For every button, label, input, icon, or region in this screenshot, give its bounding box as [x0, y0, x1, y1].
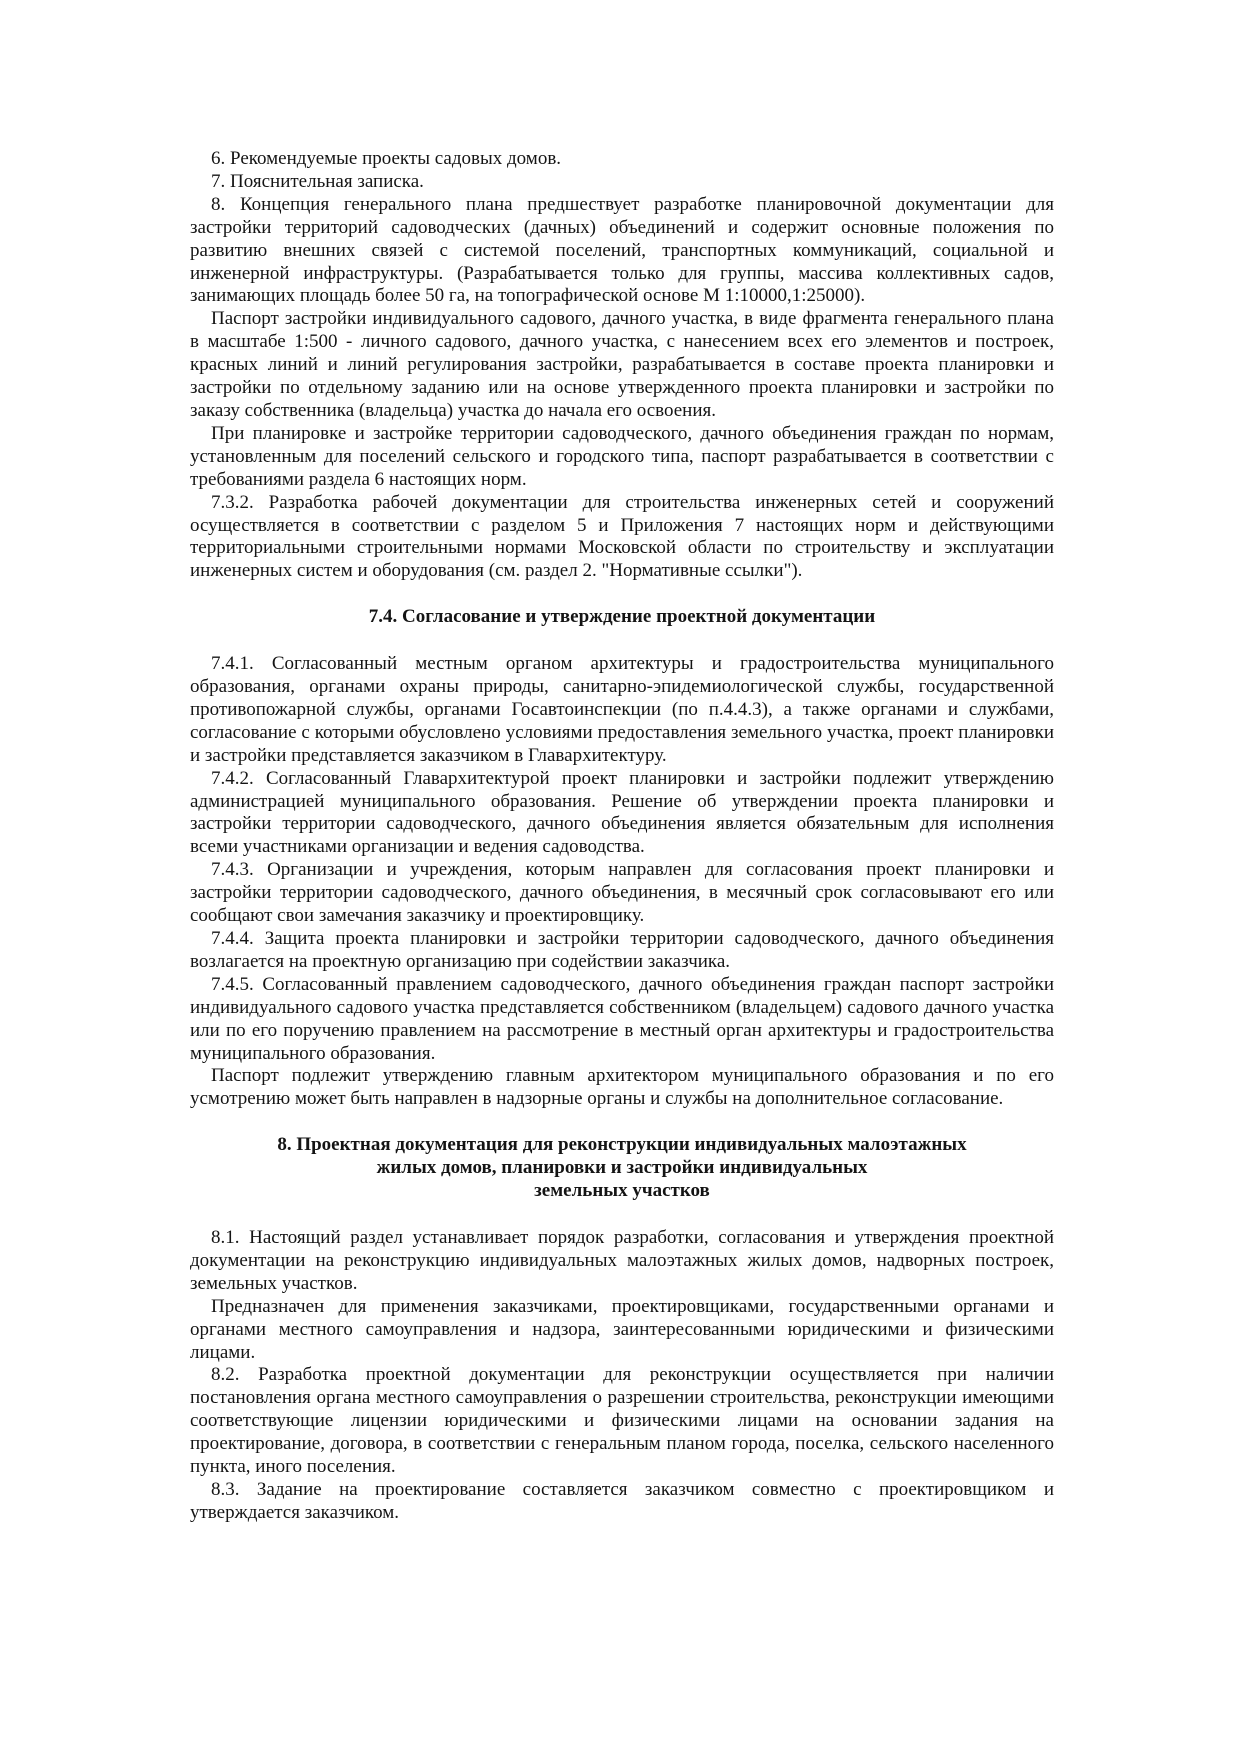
paragraph-passport-approval: Паспорт подлежит утверждению главным архитектором муниципального образования и по его усмотрению может быть направлен в надзорные органы и службы на дополнительное согласование. [190, 1065, 1054, 1110]
paragraph-7-3-2: 7.3.2. Разработка рабочей документации для строительства инженерных сетей и сооружений осуществляется в соответствии с разделом 5 и Приложения 7 настоящих норм и действующими территориальными строительными нормами Московской области по строительству и эксплуатации инженерных систем и оборудования (см. раздел 2. "Нормативные ссылки"). [190, 491, 1054, 582]
section-8-heading [190, 1134, 1054, 1203]
paragraph-7-4-4: 7.4.4. Защита проекта планировки и застройки территории садоводческого, дачного объединения возлагается на проектную организацию при содействии заказчика. [190, 928, 1054, 972]
paragraph-purpose: Предназначен для применения заказчиками, проектировщиками, государственными органами и органами местного самоуправления и надзора, заинтересованными юридическими и физическими лицами. [190, 1295, 1054, 1363]
paragraph-item-6: 6. Рекомендуемые проекты садовых домов. [211, 148, 562, 169]
section-8-heading-line: земельных участков [534, 1180, 710, 1202]
paragraph-7-4-5: 7.4.5. Согласованный правлением садоводческого, дачного объединения граждан паспорт застройки индивидуального садового участка представляется собственником (владельцем) садового дачного участка или по его поручению правлением на рассмотрение в местный орган архитектуры и градостроительства муниципального образования. [190, 973, 1054, 1064]
paragraph-7-4-1: 7.4.1. Согласованный местным органом архитектуры и градостроительства муниципального образования, органами охраны природы, санитарно-эпидемиологической службы, государственной противопожарной службы, органами Госавтоинспекции (по п.4.4.3), а также органами и службами, согласование с которыми обусловлено условиями предоставления земельного участка, проект планировки и застройки представляется заказчиком в Главархитектуру. [190, 653, 1054, 766]
paragraph-planning-norms: При планировке и застройке территории садоводческого, дачного объединения граждан по нормам, установленным для поселений сельского и городского типа, паспорт разрабатывается в соответствии с требованиями раздела 6 настоящих норм. [190, 422, 1054, 490]
paragraph-item-8-concept: 8. Концепция генерального плана предшествует разработке планировочной документации для застройки территорий садоводческих (дачных) объединений и содержит основные положения по развитию внешних связей с системой поселений, транспортных коммуникаций, социальной и инженерной инфраструктуры. (Разрабатывается только для группы, массива коллективных садов, занимающих площадь более 50 га, на топографической основе М 1:10000,1:25000). [190, 193, 1054, 307]
section-8-heading-line: жилых домов, планировки и застройки индивидуальных [376, 1157, 868, 1179]
section-8-heading-line: 8. Проектная документация для реконструкции индивидуальных малоэтажных [277, 1134, 967, 1156]
paragraph-7-4-2: 7.4.2. Согласованный Главархитектурой проект планировки и застройки подлежит утверждению администрацией муниципального образования. Решение об утверждении проекта планировки и застройки территории садоводческого, дачного объединения является обязательным для исполнения всеми участниками организации и ведения садоводства. [190, 767, 1054, 858]
paragraph-8-3: 8.3. Задание на проектирование составляется заказчиком совместно с проектировщиком и утверждается заказчиком. [190, 1478, 1054, 1523]
paragraph-7-4-3: 7.4.3. Организации и учреждения, которым направлен для согласования проект планировки и застройки территории садоводческого, дачного объединения, в месячный срок согласовывают его или сообщают свои замечания заказчику и проектировщику. [190, 859, 1054, 927]
section-7-4-heading: 7.4. Согласование и утверждение проектной документации [368, 606, 876, 628]
paragraph-8-2: 8.2. Разработка проектной документации для реконструкции осуществляется при наличии постановления органа местного самоуправления о разрешении строительства, реконструкции имеющими соответствующие лицензии юридическими и физическими лицами на основании задания на проектирование, договора, в соответствии с генеральным планом города, поселка, сельского населенного пункта, иного поселения. [190, 1364, 1054, 1478]
document-page [190, 148, 1054, 1525]
paragraph-passport: Паспорт застройки индивидуального садового, дачного участка, в виде фрагмента генерального плана в масштабе 1:500 - личного садового, дачного участка, с нанесением всех его элементов и построек, красных линий и линий регулирования застройки, разрабатывается в составе проекта планировки и застройки по отдельному заданию или на основе утвержденного проекта планировки и застройки по заказу собственника (владельца) участка до начала его освоения. [190, 308, 1054, 421]
paragraph-item-7: 7. Пояснительная записка. [211, 170, 424, 192]
paragraph-8-1: 8.1. Настоящий раздел устанавливает порядок разработки, согласования и утверждения проектной документации на реконструкцию индивидуальных малоэтажных жилых домов, надворных построек, земельных участков. [190, 1226, 1054, 1294]
